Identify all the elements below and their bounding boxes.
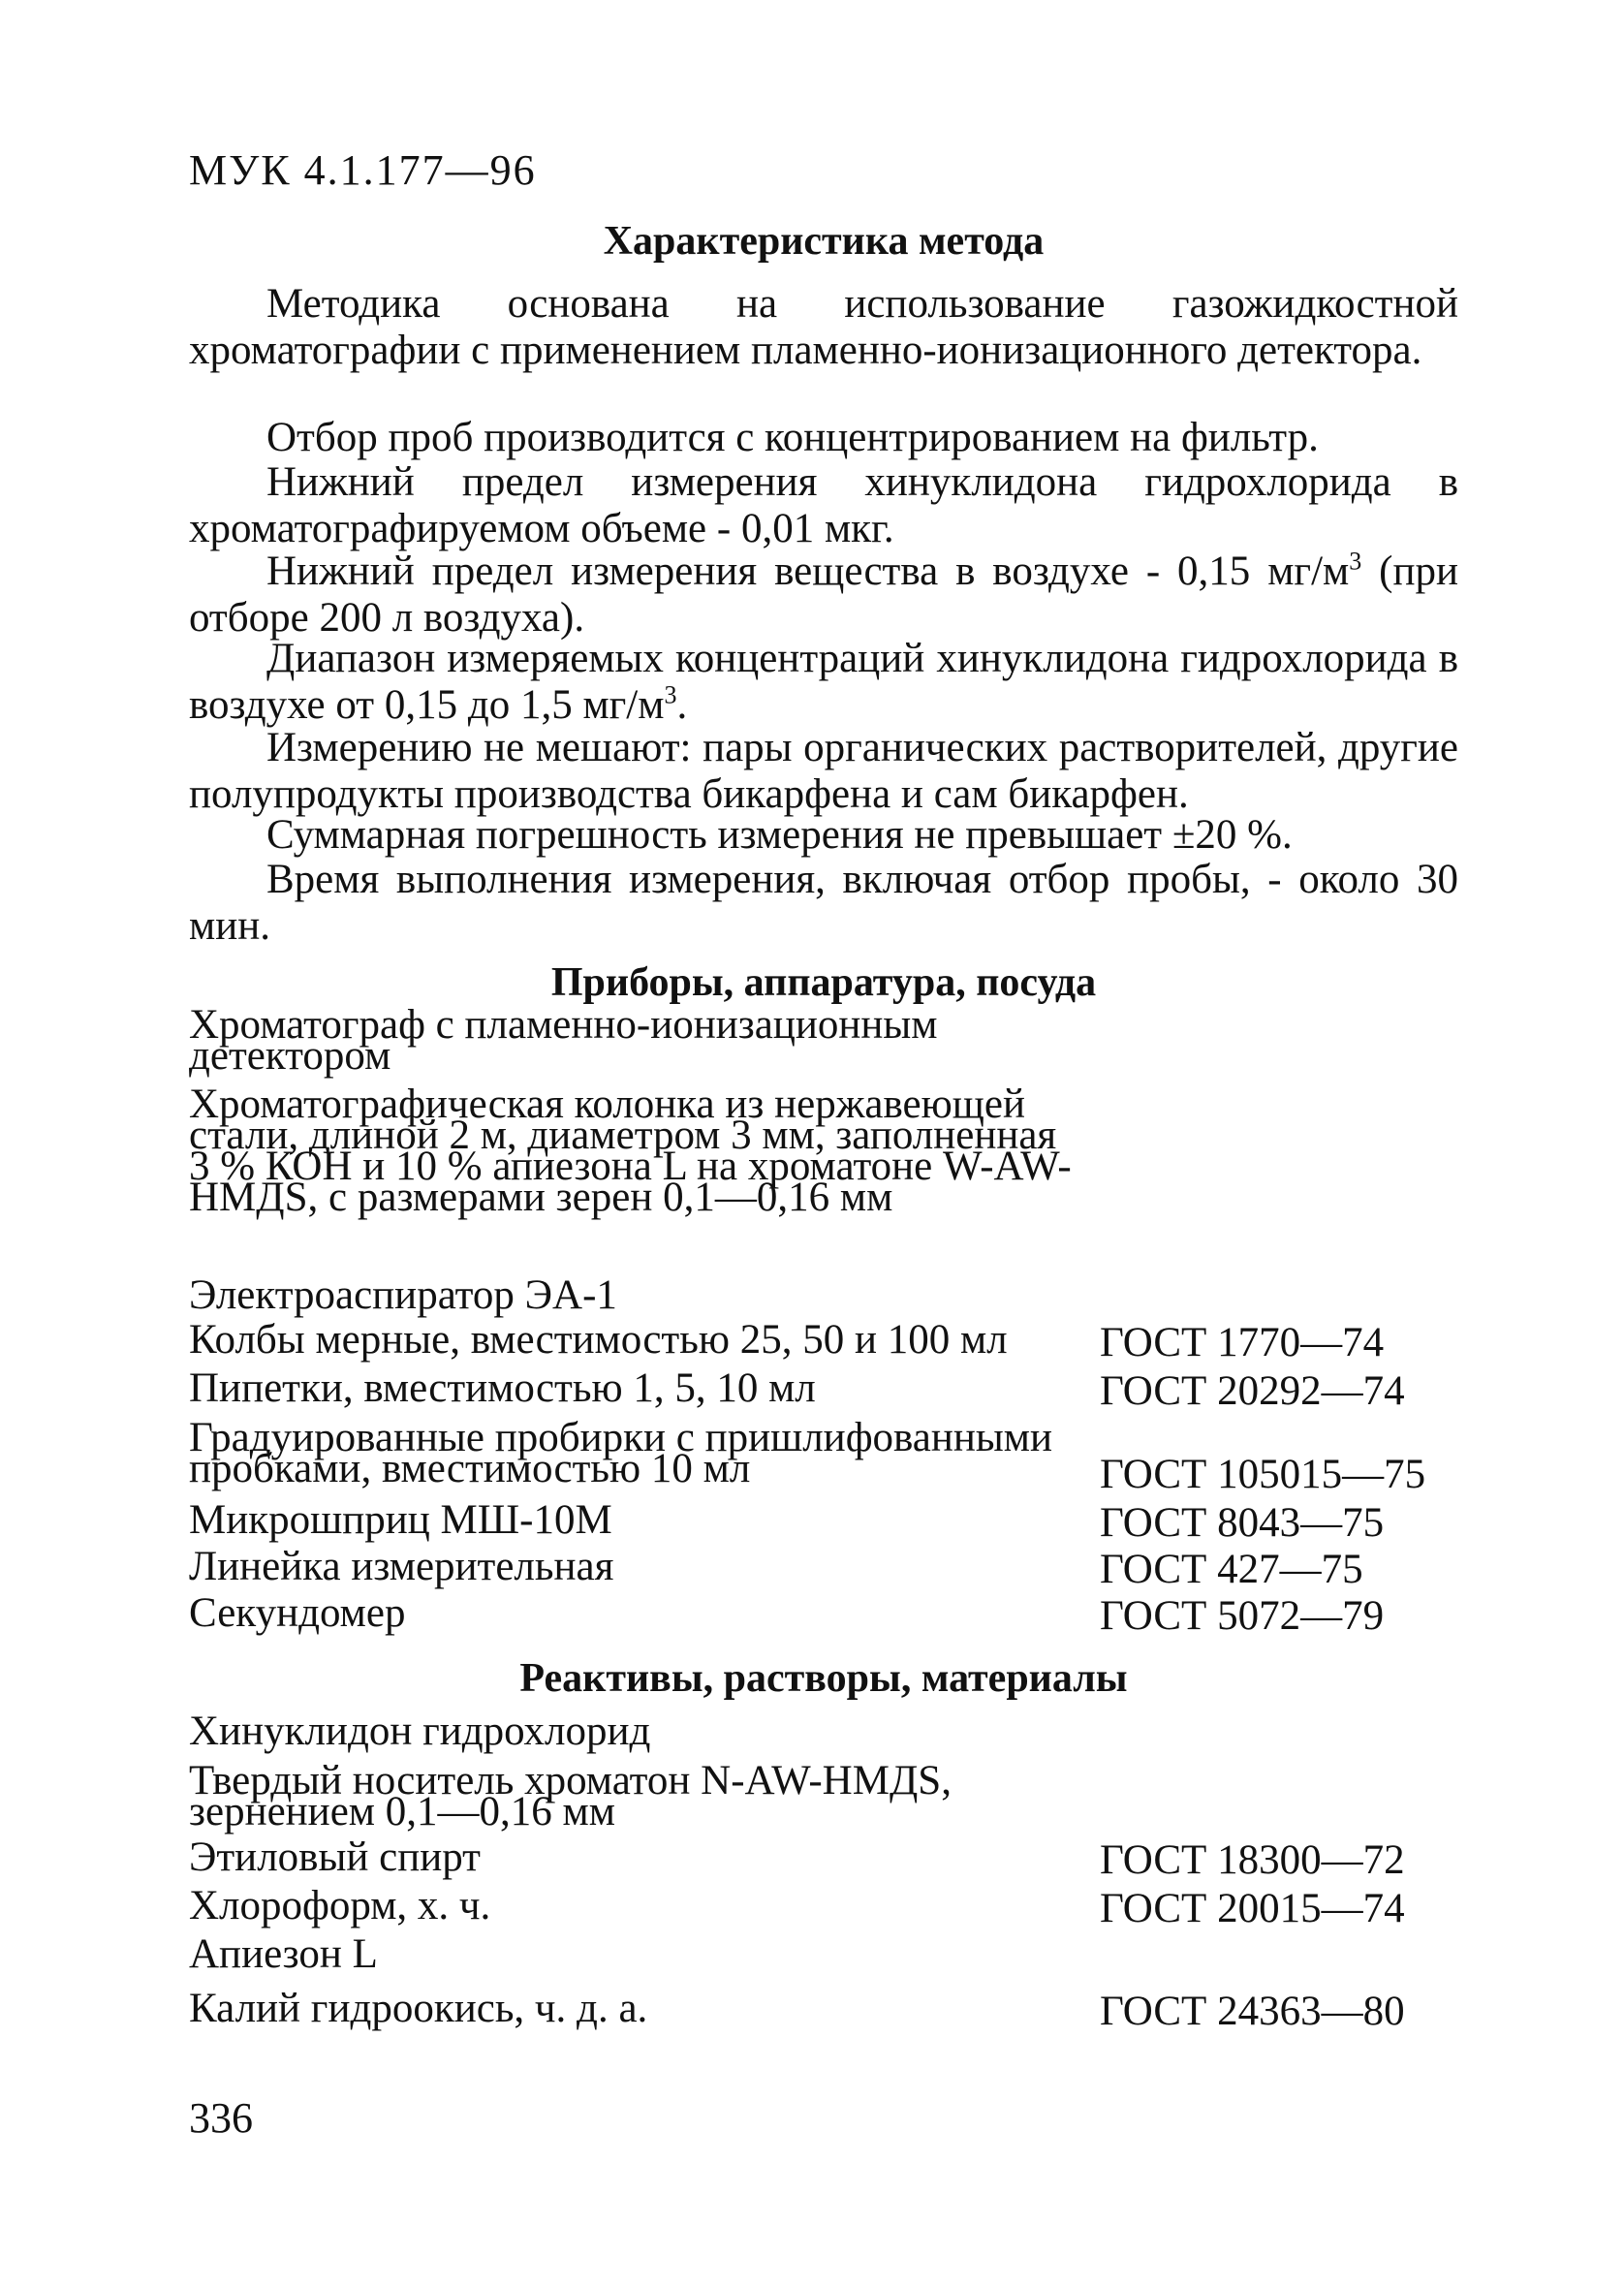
- equipment-item-stopwatch: Секундомер: [189, 1590, 406, 1636]
- paragraph-concentration-range: Диапазон измеряемых концентраций хинуклидона гидрохлорида в воздухе от 0,15 до 1,5 $мг/м^3$.: [189, 636, 1458, 728]
- equipment-gost-stopwatch: ГОСТ 5072—79: [1100, 1593, 1385, 1639]
- reagent-item-chloroform: Хлороформ, х. ч.: [189, 1883, 491, 1928]
- section-title-reagents: Реактивы, растворы, материалы: [519, 1656, 1128, 1701]
- reagent-item-ethanol: Этиловый спирт: [189, 1834, 481, 1880]
- equipment-gost-ruler: ГОСТ 427—75: [1100, 1547, 1363, 1592]
- paragraph-total-error: Суммарная погрешность измерения не превышает ±20 %.: [266, 812, 1293, 858]
- equipment-item-aspirator: Электроаспиратор ЭА-1: [189, 1272, 617, 1318]
- equipment-item-flasks: Колбы мерные, вместимостью 25, 50 и 100 мл: [189, 1317, 1008, 1363]
- paragraph-lower-limit-chromatogram: Нижний предел измерения хинуклидона гидрохлорида в хроматографируемом объеме - 0,01 мкг.: [189, 459, 1458, 551]
- equipment-item-microsyringe: Микрошприц МШ-10М: [189, 1497, 612, 1543]
- reagent-item-potassium-hydroxide: Калий гидроокись, ч. д. а.: [189, 1986, 648, 2031]
- section-title-equipment: Приборы, аппаратура, посуда: [550, 960, 1097, 1005]
- equipment-gost-microsyringe: ГОСТ 8043—75: [1100, 1500, 1385, 1546]
- paragraph-sampling: Отбор проб производится с концентрированием на фильтр.: [266, 415, 1319, 460]
- equipment-item-column: Хроматографическая колонка из нержавеющей стали, длиной 2 м, диаметром 3 мм, заполненная 3 % КОН и 10 % апиезона L на хроматоне W-AW-HMДS, с размерами зерен 0,1—0,16 мм: [189, 1082, 1072, 1220]
- equipment-item-pipettes: Пипетки, вместимостью 1, 5, 10 мл: [189, 1365, 816, 1411]
- paragraph-duration: Время выполнения измерения, включая отбор пробы, - около 30 мин.: [189, 857, 1458, 949]
- equipment-item-chromatograph: Хроматограф с пламенно-ионизационным детектором: [189, 1002, 938, 1079]
- reagent-gost-potassium-hydroxide: ГОСТ 24363—80: [1100, 1989, 1405, 2034]
- reagent-item-carrier: Твердый носитель хроматон N-AW-HMДS, зернением 0,1—0,16 мм: [189, 1758, 952, 1834]
- page-number: 336: [189, 2094, 253, 2142]
- equipment-gost-pipettes: ГОСТ 20292—74: [1100, 1368, 1405, 1414]
- reagent-item-apiezon: Апиезон L: [189, 1931, 378, 1977]
- reagent-gost-ethanol: ГОСТ 18300—72: [1100, 1837, 1405, 1883]
- equipment-gost-tubes: ГОСТ 105015—75: [1100, 1452, 1426, 1497]
- equipment-item-ruler: Линейка измерительная: [189, 1544, 614, 1589]
- document-code: МУК 4.1.177—96: [189, 146, 537, 194]
- document-page: [189, 0, 1458, 2289]
- reagent-gost-chloroform: ГОСТ 20015—74: [1100, 1886, 1405, 1931]
- paragraph-interferences: Измерению не мешают: пары органических растворителей, другие полупродукты производства бикарфена и сам бикарфен.: [189, 725, 1458, 817]
- equipment-gost-flasks: ГОСТ 1770—74: [1100, 1320, 1385, 1365]
- paragraph-lower-limit-air: Нижний предел измерения вещества в воздухе - 0,15 $мг/м^3$ (при отборе 200 л воздуха).: [189, 547, 1458, 641]
- reagent-item-quinuclidone: Хинуклидон гидрохлорид: [189, 1709, 651, 1754]
- equipment-item-tubes: Градуированные пробирки с пришлифованными пробками, вместимостью 10 мл: [189, 1415, 1053, 1491]
- paragraph-method-basis: Методика основана на использование газожидкостной хроматографии с применением пламенно-ионизационного детектора.: [189, 281, 1458, 373]
- section-title-characteristics: Характеристика метода: [603, 219, 1045, 264]
